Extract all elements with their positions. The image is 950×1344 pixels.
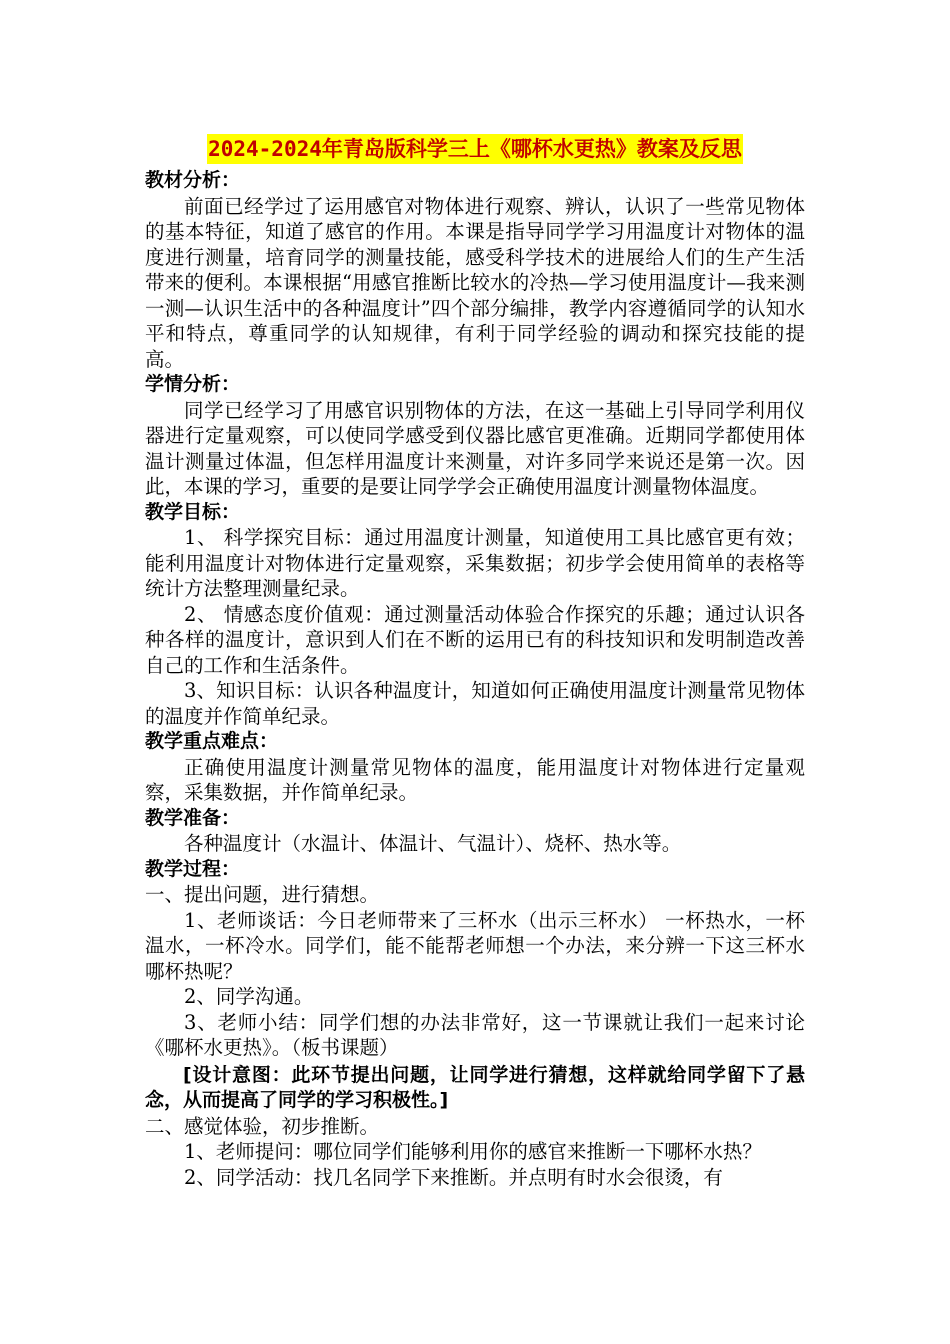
- document-page: [145, 134, 805, 1190]
- goal-item-2: 2、 情感态度价值观：通过测量活动体验合作探究的乐趣；通过认识各种各样的温度计，意识到人们在不断的运用已有的科技知识和发明制造改善自己的工作和生活条件。: [145, 602, 805, 677]
- process-heading: 教学过程：: [145, 857, 241, 880]
- keypoints-heading: 教学重点难点：: [145, 730, 279, 752]
- students-text: 同学已经学习了用感官识别物体的方法，在这一基础上引导同学利用仪器进行定量观察，可以使同学感受到仪器比感官更准确。近期同学都使用体温计测量过体温，但怎样用温度计来测量，对许多同学来说还是第一次。因此，本课的学习，重要的是要让同学学会正确使用温度计测量物体温度。: [145, 398, 805, 498]
- document-title: 2024-2024年青岛版科学三上《哪杯水更热》教案及反思: [207, 134, 743, 164]
- prep-text: 各种温度计（水温计、体温计、气温计）、烧杯、热水等。: [184, 832, 682, 855]
- step1-item-2: 2、同学沟通。: [184, 985, 314, 1008]
- step1-title: 一、提出问题，进行猜想。: [145, 883, 380, 906]
- keypoints-text: 正确使用温度计测量常见物体的温度，能用温度计对物体进行定量观察，采集数据，并作简单纪录。: [145, 755, 805, 804]
- goals-heading: 教学目标：: [145, 500, 241, 523]
- prep-heading: 教学准备：: [145, 806, 241, 829]
- step2-item-2: 2、同学活动：找几名同学下来推断。并点明有时水会很烫，有: [184, 1165, 723, 1189]
- step2-title: 二、感觉体验，初步推断。: [145, 1114, 380, 1138]
- goal-item-3: 3、知识目标：认识各种温度计，知道如何正确使用温度计测量常见物体的温度并作简单纪录。: [145, 679, 805, 728]
- title-row: [145, 134, 805, 164]
- goal-item-1: 1、 科学探究目标：通过用温度计测量，知道使用工具比感官更有效；能利用温度计对物体进行定量观察，采集数据；初步学会使用简单的表格等统计方法整理测量纪录。: [145, 526, 805, 600]
- material-heading: 教材分析：: [145, 169, 241, 191]
- students-heading: 学情分析：: [145, 373, 241, 395]
- step2-item-1: 1、老师提问：哪位同学们能够利用你的感官来推断一下哪杯水热？: [184, 1140, 762, 1163]
- material-text: 前面已经学过了运用感官对物体进行观察、辨认，认识了一些常见物体的基本特征，知道了感官的作用。本课是指导同学学习用温度计对物体的温度进行测量，培育同学的测量技能，感受科学技术的进展给人们的生产生活带来的便利。本课根据“用感官推断比较水的冷热—学习使用温度计—我来测一测—认识生活中的各种温度计”四个部分编排，教学内容遵循同学的认知水平和特点，尊重同学的认知规律，有利于同学经验的调动和探究技能的提高。: [145, 194, 805, 371]
- design-note: [设计意图：此环节提出问题，让同学进行猜想，这样就给同学留下了悬念，从而提高了同学的学习积极性。]: [145, 1063, 805, 1111]
- step1-item-1: 1、老师谈话：今日老师带来了三杯水（出示三杯水） 一杯热水，一杯温水，一杯冷水。同学们，能不能帮老师想一个办法，来分辨一下这三杯水哪杯热呢？: [145, 908, 805, 983]
- step1-item-3: 3、老师小结：同学们想的办法非常好，这一节课就让我们一起来讨论《哪杯水更热》。（板书课题）: [145, 1010, 805, 1059]
